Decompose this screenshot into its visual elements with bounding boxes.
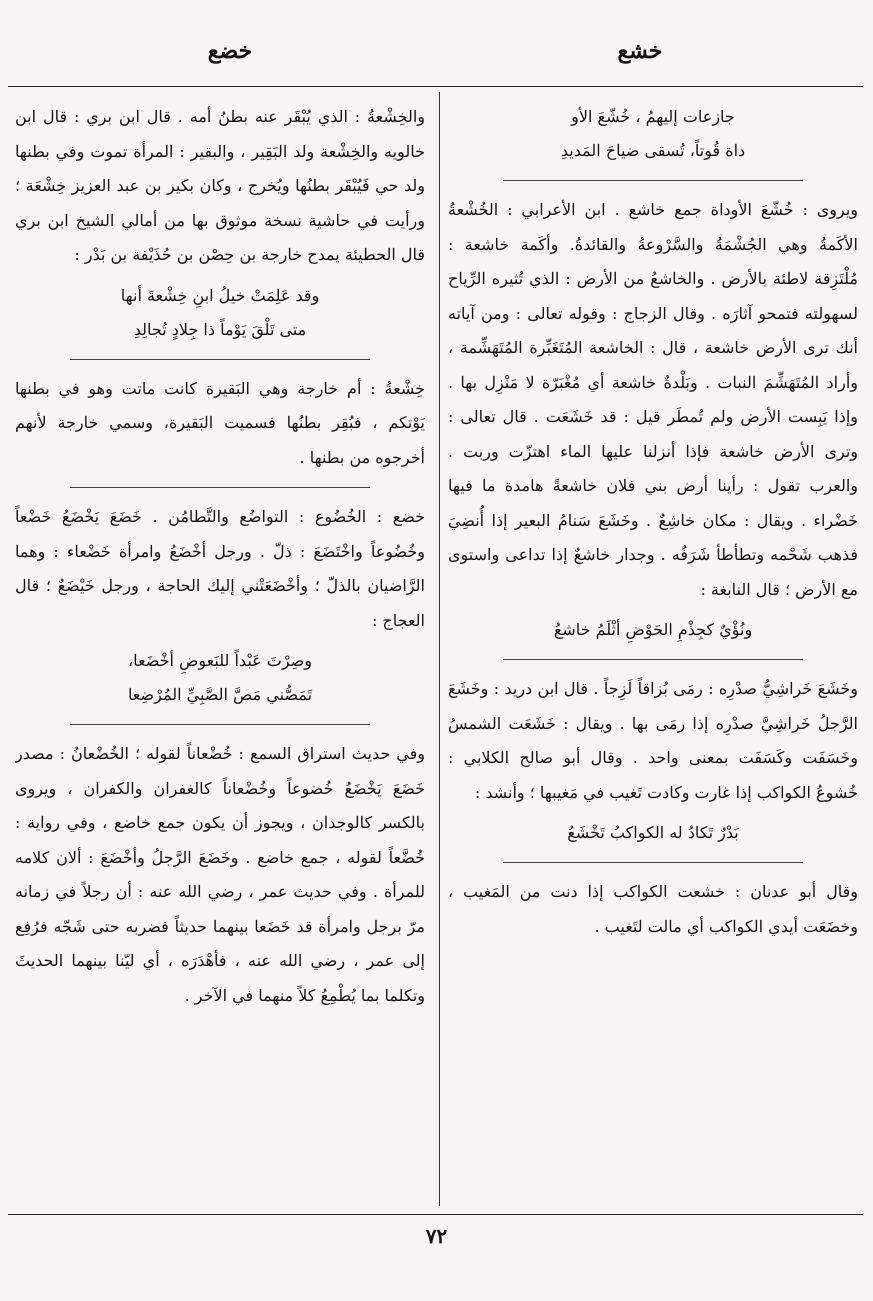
verse-line: وقد عَلِمَتْ خيلُ ابنِ خِشْعةَ أنها: [120, 285, 320, 305]
verse-line: ونُؤْيٌ كجِذْمِ الحَوْضِ أثْلَمُ خاشعُ: [553, 620, 753, 639]
section-separator: [70, 724, 370, 725]
page-number: ٧٢: [425, 1224, 448, 1248]
entry-paragraph: وقال أبو عدنان : خشعت الكواكب إذا دنت من المَغيب ، وخضَعَت أيدي الكواكب أي مالت لتَغيب .: [448, 882, 858, 936]
verse-line: داة قُوتاً، تُسقى ضياحَ المَديدِ: [560, 141, 746, 160]
left-column: [15, 100, 425, 1208]
entry-paragraph: خضع : الخُضُوع : التواضُع والتَّطامُن . خَضَعَ يَخْضَعُ خَضْعاً وخُضُوعاً واخْتَضَعَ : ذلّ . ورجل أخْضَعُ وامرأة خَضْعاء : وهما الرَّاضيان بالذلّ ؛ وأخْضَعَتْني إليك الحاجة ، ورجل خَيْضَعٌ ؛ قال العجاج :: [15, 507, 425, 630]
section-separator: [503, 862, 803, 863]
entry-paragraph: ويروى : خُشّعَ الأوداة جمع خاشع . ابن الأعرابي : الخُشْعةُ الأكَمةُ وهي الجُشْمَةُ والسَّرْوعةُ والقائدةُ. وأكَمة خاشعة : مُلْتَزِقة لاطئة بالأرض . والخاشعُ من الأرض : الذي تُثيره الرِّياح لسهولته فتمحو آثارَه . وقال الزجاج : وقوله تعالى : ومن آياته أنك ترى الأرض خاشعة ، قال : الخاشعة المُتَغَبِّرة المُتَهَشِّمة ، وأراد المُتَهَشِّمَ النبات . وبَلْدةٌ خاشعة أي مُغْبَرّة لا مَنْزِل بها . وإذا يَبِست الأرض ولم تُمطَر قيل : قد خَشَعَت . قال تعالى : وترى الأرض خاشعة فإذا أنزلنا عليها الماء اهتزّت وربت . والعرب تقول : رأينا أرض بني فلان خاشعةً هامدة ما فيها خَضْراء . ويقال : مكان خاشِعٌ . وخَشَعَ سَنامُ البعير إذا أُنضِيَ فذهب شَحْمه وتطأطأ شَرَفُه . وجدار خاشعٌ إذا تداعى واستوى مع الأرض ؛ قال النابغة :: [448, 200, 858, 599]
bottom-rule: [8, 1214, 863, 1215]
verse-line: متى تَلْقَ يَوْماً ذا جِلادٍ تُجالِدِ: [133, 319, 307, 339]
entry-paragraph: وفي حديث استراق السمع : خُضْعاناً لقوله ؛ الخُضْعانُ : مصدر خَضَعَ يَخْضَعُ خُضوعاً وخُضْعاناً كالغفران والكفران ، ويروى بالكسر كالوجدان ، ويجوز أن يكون جمع خاضع ، وفي رواية : خُضَّعاً لقوله ، جمع خاضع . وخَضَعَ الرَّجلُ وأخْضَعَ : ألان كلامه للمرأة . وفي حديث عمر ، رضي الله عنه : أن رجلاً في زمانه مرّ برجل وامرأة قد خَضَعا بينهما حديثاً فضربه حتى شَجّه فرُفِع إلى عمر ، رضي الله عنه ، فأهْدَرَه ، أي ليّنا بينهما الحديثَ وتكلما بما يُطْمِعُ كلاً منهما في الآخر .: [15, 744, 425, 1005]
entry-paragraph: خِشْعةُ : أم خارجة وهي البَقيرة كانت ماتت وهو في بطنها يَوْتكم ، فبُقِر بطنُها فسميت البَقيرة، وسمي خارجة لأنهم أخرجوه من بطنها .: [15, 378, 425, 467]
section-separator: [503, 180, 803, 181]
section-separator: [70, 359, 370, 360]
column-divider: [439, 92, 440, 1206]
section-separator: [503, 659, 803, 660]
top-rule: [8, 86, 863, 87]
verse-line: بَدْرٌ تَكادُ له الكواكبُ تَخْشَعُ: [567, 823, 739, 842]
section-separator: [70, 487, 370, 488]
header-root-word-right: خشع: [617, 38, 663, 64]
entry-paragraph: وخَشَعَ خَراشِيُّ صدْرِه : رمَى بُزاقاً لَزِجاً . قال ابن دريد : وخَشَعَ الرَّجلُ خَراشِيَّ صدْرِه إذا رمَى بها . ويقال : خَشَعَت الشمسُ وخَسَفَت وكَسَفَت بمعنى واحد . وقال أبو صالح الكلابي : خُشوعُ الكواكب إذا غارت وكادت تَغيب في مَغيبها ؛ وأنشد :: [448, 679, 858, 802]
verse-line: وصِرْتَ عَبْداً للبَعوضِ أخْضَعا،: [128, 651, 312, 670]
header-root-word-left: خضع: [207, 38, 253, 64]
verse-line: تَمَصُّني مَصَّ الصَّبِيِّ المُرْضِعا: [127, 685, 313, 704]
entry-paragraph: والخِشْعةُ : الذي يُبْقَر عنه بطنُ أمه . قال ابن بري : قال ابن خالويه والخِشْعة ولد البَقِير ، والبقير : المرأة تموت وفي بطنها ولد حي فَيُبْقَر بطنُها ويُخرج ، وكان بكير بن عبد العزيز خِشْعَة ؛ ورأيت في حاشية نسخة موثوق بها من أمالي الشيخ ابن بري قال الحطيئة يمدح خارجة بن حِصْن بن حُذَيْفة بن بَدْر :: [15, 107, 425, 264]
right-column: [448, 100, 858, 1208]
verse-line: جازعات إليهمُ ، خُشّعَ الأو: [571, 107, 735, 126]
